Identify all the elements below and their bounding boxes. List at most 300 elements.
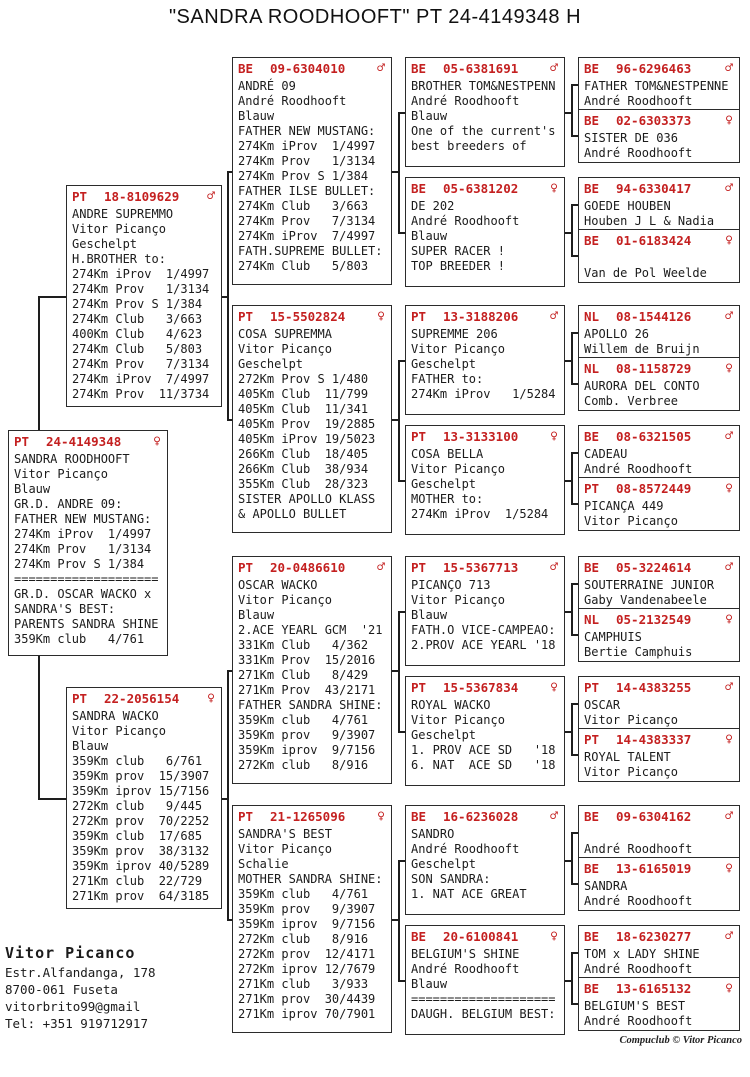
pedigree-line: 274Km Prov S 1/384: [14, 557, 145, 571]
connector-line: [571, 703, 573, 756]
female-icon: ♀: [377, 809, 385, 824]
ring-number: 05-3224614: [616, 560, 692, 575]
pedigree-line: Geschelpt: [72, 237, 138, 251]
female-icon: ♀: [725, 481, 733, 496]
pedigree-line: André Roodhooft: [584, 962, 693, 976]
female-icon: ♀: [725, 861, 733, 876]
pedigree-line: TOP BREEDER !: [411, 259, 505, 273]
pedigree-line: 405Km Prov 19/2885: [238, 417, 376, 431]
pedigree-line: André Roodhooft: [584, 94, 693, 108]
country-code: PT: [584, 680, 600, 695]
pedigree-line: ANDRÉ 09: [238, 79, 296, 93]
ring-header: [584, 232, 734, 249]
country-code: BE: [584, 61, 600, 76]
pedigree-line: Vitor Picanço: [72, 724, 166, 738]
pedigree-line: 331Km Prov 15/2016: [238, 653, 376, 667]
pedigree-box-great-grandparent-2: [405, 177, 565, 287]
pedigree-line: 359Km club 6/761: [72, 754, 203, 768]
country-code: BE: [584, 929, 600, 944]
pedigree-line: SISTER DE 036: [584, 131, 678, 145]
pedigree-line: Houben J L & Nadia: [584, 214, 715, 228]
pedigree-line: SUPREMME 206: [411, 327, 498, 341]
pedigree-box-gg-grandparent-9: [578, 556, 740, 609]
pedigree-line: André Roodhooft: [411, 214, 520, 228]
pedigree-line: PARENTS SANDRA SHINE: [14, 617, 159, 631]
ring-header: [584, 860, 734, 877]
ring-header: [584, 480, 734, 497]
pedigree-line: André Roodhooft: [411, 94, 520, 108]
ring-number: 13-6165019: [616, 861, 692, 876]
pedigree-line: COSA BELLA: [411, 447, 484, 461]
female-icon: ♀: [725, 612, 733, 627]
pedigree-line: 274Km Club 3/663: [72, 312, 203, 326]
ring-number: 21-1265096: [270, 809, 346, 824]
pedigree-line: PICANÇA 449: [584, 499, 664, 513]
contact-address-line: Estr.Alfandanga, 178: [5, 965, 156, 980]
pedigree-line: SOUTERRAINE JUNIOR: [584, 578, 715, 592]
pedigree-box-mother: [66, 687, 222, 909]
connector-line: [571, 204, 578, 206]
female-icon: ♀: [550, 680, 558, 695]
ring-number: 14-4383337: [616, 732, 692, 747]
pedigree-line: FATHER TOM&NESTPENNE: [584, 79, 729, 93]
country-code: PT: [72, 691, 88, 706]
male-icon: ♂: [377, 61, 385, 76]
country-code: BE: [584, 113, 600, 128]
country-code: PT: [584, 732, 600, 747]
pedigree-line: 274Km Prov 11/3734: [72, 387, 210, 401]
pedigree-line: 2.ACE YEARL GCM '21: [238, 623, 383, 637]
female-icon: ♀: [550, 181, 558, 196]
pedigree-box-grandfather-maternal: [232, 556, 392, 784]
pedigree-line: One of the current's: [411, 124, 556, 138]
pedigree-line: OSCAR WACKO: [238, 578, 318, 592]
country-code: BE: [411, 181, 427, 196]
connector-line: [571, 883, 578, 885]
ring-number: 08-8572449: [616, 481, 692, 496]
ring-header: [411, 60, 559, 77]
pedigree-line: Geschelpt: [238, 357, 304, 371]
pedigree-line: 271Km iprov 70/7901: [238, 1007, 376, 1021]
male-icon: ♂: [725, 929, 733, 944]
pedigree-line: 271Km club 3/933: [238, 977, 369, 991]
male-icon: ♂: [725, 309, 733, 324]
pedigree-box-gg-grandparent-4: [578, 229, 740, 283]
ring-header: [584, 428, 734, 445]
pedigree-line: 405Km Club 11/799: [238, 387, 369, 401]
pedigree-line: FATHER to:: [411, 372, 484, 386]
ring-header: [411, 808, 559, 825]
ring-header: [584, 731, 734, 748]
ring-number: 18-8109629: [104, 189, 180, 204]
ring-number: 13-3133100: [443, 429, 519, 444]
pedigree-line: 359Km club 4/761: [238, 887, 369, 901]
pedigree-line: 274Km Prov 1/3134: [72, 282, 210, 296]
pedigree-box-subject: [8, 430, 168, 656]
connector-line: [571, 754, 578, 756]
country-code: PT: [238, 809, 254, 824]
pedigree-line: FATH.O VICE-CAMPEAO:: [411, 623, 556, 637]
pedigree-line: 2.PROV ACE YEARL '18: [411, 638, 556, 652]
pedigree-line: Blauw: [72, 739, 109, 753]
pedigree-line: 331Km Club 4/362: [238, 638, 369, 652]
country-code: BE: [411, 61, 427, 76]
pedigree-line: 274Km iProv 7/4997: [238, 229, 376, 243]
pedigree-line: SANDRA'S BEST:: [14, 602, 116, 616]
pedigree-line: 274Km Prov 1/3134: [238, 154, 376, 168]
ring-header: [584, 308, 734, 325]
pedigree-box-grandfather-paternal: [232, 57, 392, 285]
country-code: PT: [238, 309, 254, 324]
pedigree-box-great-grandparent-3: [405, 305, 565, 415]
pedigree-line: Vitor Picanço: [584, 514, 678, 528]
pedigree-line: FATH.SUPREME BULLET:: [238, 244, 383, 258]
male-icon: ♂: [550, 560, 558, 575]
connector-line: [571, 583, 573, 636]
female-icon: ♀: [550, 929, 558, 944]
pedigree-line: Geschelpt: [411, 857, 477, 871]
pedigree-line: SANDRO: [411, 827, 455, 841]
pedigree-line: 1. NAT ACE GREAT: [411, 887, 527, 901]
pedigree-line: BELGIUM'S SHINE: [411, 947, 520, 961]
ring-number: 02-6303373: [616, 113, 692, 128]
ring-number: 08-1158729: [616, 361, 692, 376]
pedigree-line: best breeders of: [411, 139, 527, 153]
pedigree-line: 359Km club 4/761: [238, 713, 369, 727]
connector-line: [571, 452, 578, 454]
pedigree-box-gg-grandparent-16: [578, 977, 740, 1031]
pedigree-line: AURORA DEL CONTO: [584, 379, 700, 393]
pedigree-line: OSCAR: [584, 698, 621, 712]
connector-line: [398, 611, 405, 613]
pedigree-line: 274Km Club 5/803: [72, 342, 203, 356]
female-icon: ♀: [550, 429, 558, 444]
country-code: NL: [584, 361, 600, 376]
pedigree-line: ====================: [411, 992, 556, 1006]
ring-header: [411, 559, 559, 576]
country-code: BE: [238, 61, 254, 76]
pedigree-line: PICANÇO 713: [411, 578, 491, 592]
pedigree-line: 359Km prov 9/3907: [238, 728, 376, 742]
country-code: BE: [411, 929, 427, 944]
pedigree-line: GR.D. ANDRE 09:: [14, 497, 123, 511]
pedigree-line: 271Km Club 8/429: [238, 668, 369, 682]
ring-number: 08-1544126: [616, 309, 692, 324]
pedigree-line: 274Km iProv 1/5284: [411, 507, 549, 521]
connector-line: [38, 296, 66, 298]
pedigree-line: 359Km iprov 9/7156: [238, 743, 376, 757]
pedigree-line: DAUGH. BELGIUM BEST:: [411, 1007, 556, 1021]
pedigree-line: 274Km iProv 1/4997: [14, 527, 152, 541]
pedigree-line: Vitor Picanço: [411, 462, 505, 476]
pedigree-line: 400Km Club 4/623: [72, 327, 203, 341]
connector-line: [571, 832, 578, 834]
software-credit: Compuclub © Vitor Picanco: [619, 1035, 742, 1046]
pedigree-line: 274Km Prov S 1/384: [72, 297, 203, 311]
connector-line: [571, 634, 578, 636]
pedigree-box-gg-grandparent-11: [578, 676, 740, 729]
pedigree-box-gg-grandparent-2: [578, 109, 740, 163]
male-icon: ♂: [377, 560, 385, 575]
country-code: PT: [238, 560, 254, 575]
female-icon: ♀: [725, 732, 733, 747]
pedigree-line: Gaby Vandenabeele: [584, 593, 707, 607]
pedigree-line: Vitor Picanço: [411, 713, 505, 727]
male-icon: ♂: [207, 189, 215, 204]
pedigree-line: 274Km iProv 1/4997: [72, 267, 210, 281]
pedigree-line: 405Km iProv 19/5023: [238, 432, 376, 446]
male-icon: ♂: [725, 680, 733, 695]
connector-line: [571, 332, 573, 385]
pedigree-line: 274Km Prov 7/3134: [238, 214, 376, 228]
pedigree-line: Vitor Picanço: [238, 593, 332, 607]
contact-email: vitorbrito99@gmail: [5, 999, 141, 1014]
pedigree-line: Vitor Picanço: [238, 842, 332, 856]
pedigree-line: Vitor Picanço: [14, 467, 108, 481]
ring-header: [584, 559, 734, 576]
pedigree-line: SANDRA ROODHOOFT: [14, 452, 130, 466]
pedigree-line: DE 202: [411, 199, 455, 213]
pedigree-box-gg-grandparent-5: [578, 305, 740, 358]
pedigree-line: SANDRA'S BEST: [238, 827, 332, 841]
pedigree-box-gg-grandparent-6: [578, 357, 740, 411]
ring-number: 15-5367834: [443, 680, 519, 695]
pedigree-line: MOTHER to:: [411, 492, 484, 506]
male-icon: ♂: [550, 61, 558, 76]
pedigree-line: FATHER NEW MUSTANG:: [238, 124, 376, 138]
country-code: NL: [584, 612, 600, 627]
pedigree-line: 359Km iprov 9/7156: [238, 917, 376, 931]
female-icon: ♀: [725, 233, 733, 248]
pedigree-line: 271Km Prov 43/2171: [238, 683, 376, 697]
ring-header: [238, 308, 386, 325]
pedigree-box-grandmother-paternal: [232, 305, 392, 533]
pedigree-line: 272Km club 9/445: [72, 799, 203, 813]
male-icon: ♂: [725, 429, 733, 444]
pedigree-line: 359Km prov 38/3132: [72, 844, 210, 858]
female-icon: ♀: [725, 113, 733, 128]
country-code: PT: [411, 560, 427, 575]
ring-header: [411, 180, 559, 197]
pedigree-line: Geschelpt: [411, 357, 477, 371]
country-code: BE: [411, 809, 427, 824]
country-code: NL: [584, 309, 600, 324]
pedigree-box-gg-grandparent-8: [578, 477, 740, 531]
page-title: "SANDRA ROODHOOFT" PT 24-4149348 H: [168, 6, 582, 28]
ring-number: 05-6381691: [443, 61, 519, 76]
pedigree-line: Vitor Picanço: [411, 593, 505, 607]
country-code: PT: [584, 481, 600, 496]
connector-line: [398, 980, 405, 982]
pedigree-line: 359Km club 4/761: [14, 632, 145, 646]
ring-header: [584, 611, 734, 628]
pedigree-line: André Roodhooft: [584, 894, 693, 908]
pedigree-line: 272Km club 8/916: [238, 932, 369, 946]
pedigree-box-gg-grandparent-10: [578, 608, 740, 662]
pedigree-line: 266Km Club 18/405: [238, 447, 369, 461]
connector-line: [398, 232, 405, 234]
contact-name: Vitor Picanco: [5, 944, 136, 962]
pedigree-line: [584, 827, 734, 842]
ring-number: 20-6100841: [443, 929, 519, 944]
ring-header: [14, 433, 162, 450]
ring-header: [584, 928, 734, 945]
pedigree-line: Vitor Picanço: [72, 222, 166, 236]
ring-header: [584, 980, 734, 997]
pedigree-line: Blauw: [411, 608, 448, 622]
country-code: BE: [584, 981, 600, 996]
ring-number: 96-6296463: [616, 61, 692, 76]
pedigree-line: H.BROTHER to:: [72, 252, 166, 266]
pedigree-line: FATHER ILSE BULLET:: [238, 184, 376, 198]
pedigree-line: Vitor Picanço: [584, 713, 678, 727]
pedigree-line: 274Km Prov 1/3134: [14, 542, 152, 556]
pedigree-line: BROTHER TOM&NESTPENN: [411, 79, 556, 93]
connector-line: [571, 452, 573, 505]
pedigree-line: GOEDE HOUBEN: [584, 199, 671, 213]
pedigree-line: ROYAL WACKO: [411, 698, 491, 712]
male-icon: ♂: [725, 181, 733, 196]
connector-line: [571, 84, 578, 86]
ring-header: [584, 679, 734, 696]
pedigree-box-gg-grandparent-1: [578, 57, 740, 110]
connector-line: [571, 952, 573, 1005]
pedigree-line: Blauw: [14, 482, 51, 496]
pedigree-line: TOM x LADY SHINE: [584, 947, 700, 961]
connector-line: [227, 670, 229, 921]
ring-header: [238, 559, 386, 576]
pedigree-line: SANDRA: [584, 879, 628, 893]
pedigree-line: Blauw: [411, 229, 448, 243]
pedigree-line: André Roodhooft: [411, 842, 520, 856]
country-code: BE: [584, 560, 600, 575]
pedigree-line: SON SANDRA:: [411, 872, 491, 886]
connector-line: [398, 112, 400, 234]
ring-header: [411, 928, 559, 945]
country-code: BE: [584, 861, 600, 876]
ring-number: 16-6236028: [443, 809, 519, 824]
connector-line: [398, 480, 405, 482]
pedigree-box-great-grandparent-7: [405, 805, 565, 915]
female-icon: ♀: [377, 309, 385, 324]
male-icon: ♂: [725, 560, 733, 575]
ring-header: [584, 60, 734, 77]
ring-number: 24-4149348: [46, 434, 122, 449]
connector-line: [571, 583, 578, 585]
country-code: PT: [72, 189, 88, 204]
male-icon: ♂: [550, 809, 558, 824]
pedigree-line: 1. PROV ACE SD '18: [411, 743, 556, 757]
connector-line: [571, 952, 578, 954]
country-code: PT: [411, 680, 427, 695]
connector-line: [571, 383, 578, 385]
ring-number: 09-6304162: [616, 809, 692, 824]
connector-line: [398, 360, 400, 482]
pedigree-line: 274Km Club 3/663: [238, 199, 369, 213]
pedigree-line: 272Km prov 70/2252: [72, 814, 210, 828]
connector-line: [398, 112, 405, 114]
country-code: PT: [411, 309, 427, 324]
pedigree-line: 274Km Prov 7/3134: [72, 357, 210, 371]
ring-header: [584, 808, 734, 825]
connector-line: [398, 860, 405, 862]
ring-header: [72, 188, 216, 205]
pedigree-line: André Roodhooft: [584, 842, 693, 856]
pedigree-box-gg-grandparent-7: [578, 425, 740, 478]
pedigree-line: 266Km Club 38/934: [238, 462, 369, 476]
pedigree-line: Geschelpt: [411, 477, 477, 491]
country-code: BE: [584, 809, 600, 824]
connector-line: [398, 860, 400, 982]
pedigree-line: Willem de Bruijn: [584, 342, 700, 356]
connector-line: [398, 360, 405, 362]
pedigree-line: Bertie Camphuis: [584, 645, 693, 659]
pedigree-line: MOTHER SANDRA SHINE:: [238, 872, 383, 886]
pedigree-line: 6. NAT ACE SD '18: [411, 758, 556, 772]
country-code: PT: [14, 434, 30, 449]
pedigree-line: André Roodhooft: [238, 94, 347, 108]
connector-line: [571, 332, 578, 334]
female-icon: ♀: [153, 434, 161, 449]
male-icon: ♂: [725, 61, 733, 76]
ring-number: 22-2056154: [104, 691, 180, 706]
pedigree-box-great-grandparent-5: [405, 556, 565, 666]
pedigree-line: 355Km Club 28/323: [238, 477, 369, 491]
ring-number: 94-6330417: [616, 181, 692, 196]
ring-number: 18-6230277: [616, 929, 692, 944]
pedigree-line: 272Km iprov 12/7679: [238, 962, 376, 976]
pedigree-line: 272Km club 8/916: [238, 758, 369, 772]
pedigree-line: Blauw: [411, 977, 448, 991]
pedigree-line: 359Km iprov 15/7156: [72, 784, 210, 798]
pedigree-box-great-grandparent-8: [405, 925, 565, 1035]
pedigree-line: FATHER SANDRA SHINE:: [238, 698, 383, 712]
pedigree-line: BELGIUM'S BEST: [584, 999, 686, 1013]
ring-number: 15-5502824: [270, 309, 346, 324]
ring-header: [584, 112, 734, 129]
female-icon: ♀: [207, 691, 215, 706]
pedigree-line: Blauw: [411, 109, 448, 123]
pedigree-line: GR.D. OSCAR WACKO x: [14, 587, 152, 601]
connector-line: [571, 503, 578, 505]
country-code: PT: [411, 429, 427, 444]
pedigree-line: 274Km iProv 1/4997: [238, 139, 376, 153]
ring-number: 09-6304010: [270, 61, 346, 76]
pedigree-line: 274Km iProv 7/4997: [72, 372, 210, 386]
pedigree-line: SUPER RACER !: [411, 244, 505, 258]
contact-phone: Tel: +351 919712917: [5, 1016, 148, 1031]
pedigree-line: 359Km prov 15/3907: [72, 769, 210, 783]
pedigree-line: Van de Pol Weelde: [584, 266, 707, 280]
ring-number: 15-5367713: [443, 560, 519, 575]
pedigree-line: 359Km iprov 40/5289: [72, 859, 210, 873]
pedigree-line: ====================: [14, 572, 159, 586]
pedigree-box-great-grandparent-6: [405, 676, 565, 786]
ring-number: 14-4383255: [616, 680, 692, 695]
pedigree-line: André Roodhooft: [584, 462, 693, 476]
connector-line: [571, 703, 578, 705]
pedigree-line: 271Km prov 64/3185: [72, 889, 210, 903]
pedigree-line: 272Km Prov S 1/480: [238, 372, 369, 386]
pedigree-line: 272Km prov 12/4171: [238, 947, 376, 961]
connector-line: [227, 171, 229, 421]
pedigree-box-gg-grandparent-15: [578, 925, 740, 978]
country-code: BE: [584, 233, 600, 248]
ring-number: 08-6321505: [616, 429, 692, 444]
ring-number: 01-6183424: [616, 233, 692, 248]
connector-line: [571, 255, 578, 257]
connector-line: [571, 84, 573, 137]
